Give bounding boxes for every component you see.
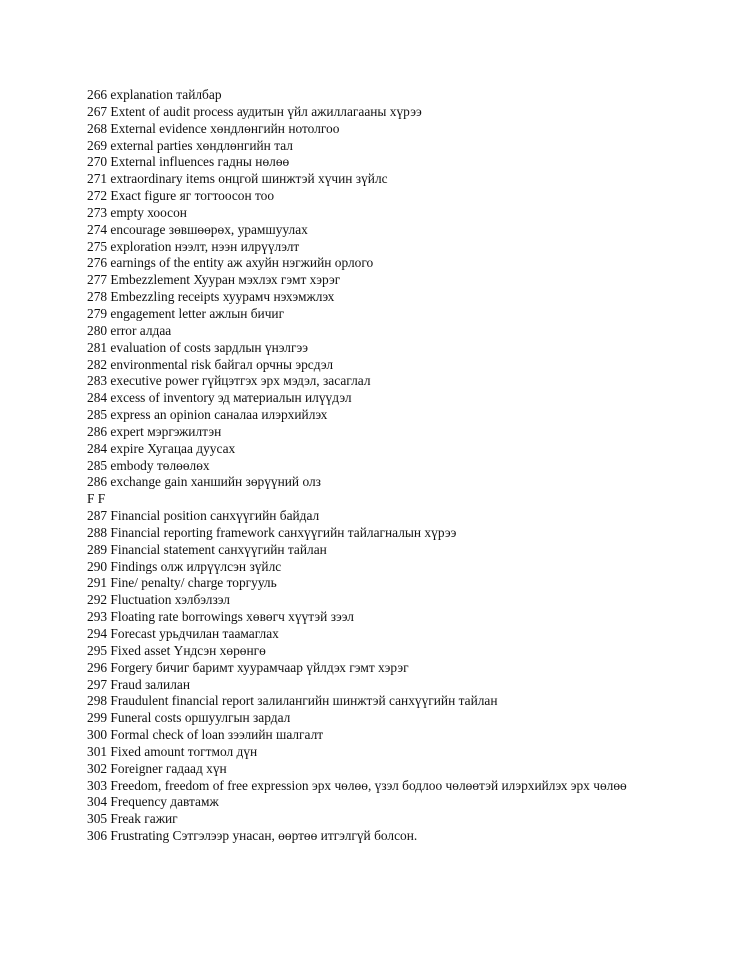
glossary-entry: 292 Fluctuation хэлбэлзэл bbox=[87, 592, 230, 608]
glossary-list bbox=[87, 87, 687, 845]
glossary-entry: 285 express an opinion саналаа илэрхийлэх bbox=[87, 407, 328, 423]
glossary-entry: 297 Fraud залилан bbox=[87, 676, 191, 692]
glossary-entry: 270 External influences гадны нөлөө bbox=[87, 154, 290, 170]
glossary-entry: 303 Freedom, freedom of free expression эрх чөлөө, үзэл бодлоо чөлөөтэй илэрхийлэх эрх чөлөө bbox=[87, 777, 627, 793]
glossary-entry: 299 Funeral costs оршуулгын зардал bbox=[87, 710, 291, 726]
glossary-entry: 302 Foreigner гадаад хүн bbox=[87, 760, 227, 776]
glossary-entry: 301 Fixed amount тогтмол дүн bbox=[87, 743, 258, 759]
glossary-entry: 272 Exact figure яг тогтоосон тоо bbox=[87, 188, 275, 204]
glossary-entry: 269 external parties хөндлөнгийн тал bbox=[87, 137, 293, 153]
glossary-entry: 284 excess of inventory эд материалын илүүдэл bbox=[87, 390, 352, 406]
glossary-entry: 273 empty хоосон bbox=[87, 204, 187, 220]
glossary-entry: 275 exploration нээлт, нээн илрүүлэлт bbox=[87, 238, 300, 254]
glossary-entry: 267 Extent of audit process аудитын үйл ажиллагааны хүрээ bbox=[87, 103, 422, 119]
glossary-entry: 300 Formal check of loan зээлийн шалгалт bbox=[87, 727, 324, 743]
glossary-entry: 305 Freak гажиг bbox=[87, 811, 178, 827]
glossary-entry: 295 Fixed asset Үндсэн хөрөнгө bbox=[87, 642, 266, 658]
glossary-entry: 286 exchange gain ханшийн зөрүүний олз bbox=[87, 474, 321, 490]
glossary-entry: 288 Financial reporting framework санхүүгийн тайлагналын хүрээ bbox=[87, 524, 457, 540]
glossary-entry: 298 Fraudulent financial report залилангийн шинжтэй санхүүгийн тайлан bbox=[87, 693, 498, 709]
glossary-entry: 306 Frustrating Сэтгэлээр унасан, өөртөө итгэлгүй болсон. bbox=[87, 828, 418, 844]
glossary-entry: 268 External evidence хөндлөнгийн нотолгоо bbox=[87, 120, 340, 136]
glossary-entry: 279 engagement letter ажлын бичиг bbox=[87, 305, 285, 321]
glossary-entry: 293 Floating rate borrowings хөвөгч хүүтэй зээл bbox=[87, 609, 354, 625]
glossary-entry: 281 evaluation of costs зардлын үнэлгээ bbox=[87, 339, 308, 355]
glossary-entry: 280 error алдаа bbox=[87, 322, 172, 338]
glossary-entry: 287 Financial position санхүүгийн байдал bbox=[87, 508, 320, 524]
glossary-entry: 291 Fine/ penalty/ charge торгууль bbox=[87, 575, 277, 591]
glossary-entry: 276 earnings of the entity аж ахуйн нэгжийн орлого bbox=[87, 255, 374, 271]
glossary-entry: 271 extraordinary items онцгой шинжтэй хүчин зүйлс bbox=[87, 171, 388, 187]
glossary-entry: 304 Frequency давтамж bbox=[87, 794, 219, 810]
glossary-entry: 266 explanation тайлбар bbox=[87, 87, 222, 102]
glossary-entry: 290 Findings олж илрүүлсэн зүйлс bbox=[87, 558, 282, 574]
glossary-entry: 285 embody төлөөлөх bbox=[87, 457, 210, 473]
glossary-entry: 278 Embezzling receipts хуурамч нэхэмжлэх bbox=[87, 289, 335, 305]
glossary-entry: 284 expire Хугацаа дуусах bbox=[87, 440, 236, 456]
glossary-entry: 289 Financial statement санхүүгийн тайлан bbox=[87, 541, 327, 557]
glossary-entry: 274 encourage зөвшөөрөх, урамшуулах bbox=[87, 221, 308, 237]
glossary-entry: 296 Forgery бичиг баримт хуурамчаар үйлдэх гэмт хэрэг bbox=[87, 659, 409, 675]
glossary-entry: 286 expert мэргэжилтэн bbox=[87, 423, 222, 439]
section-heading-f: F F bbox=[87, 491, 106, 507]
glossary-entry: 283 executive power гүйцэтгэх эрх мэдэл, засаглал bbox=[87, 373, 371, 389]
glossary-entry: 282 environmental risk байгал орчны эрсдэл bbox=[87, 356, 334, 372]
glossary-entry: 277 Embezzlement Хууран мэхлэх гэмт хэрэг bbox=[87, 272, 341, 288]
glossary-entry: 294 Forecast урьдчилан таамаглах bbox=[87, 626, 279, 641]
